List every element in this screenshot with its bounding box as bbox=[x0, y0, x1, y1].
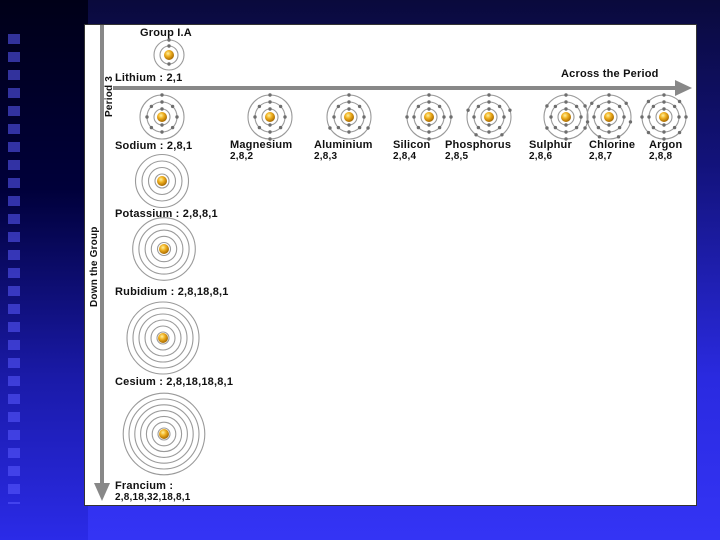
electron bbox=[592, 115, 595, 118]
electron bbox=[167, 44, 170, 47]
electron bbox=[427, 107, 430, 110]
electron bbox=[662, 100, 665, 103]
chlorine-atom bbox=[586, 93, 632, 139]
electron bbox=[160, 130, 163, 133]
sulphur-config: 2,8,6 bbox=[529, 151, 553, 162]
electron bbox=[175, 115, 178, 118]
nucleus bbox=[424, 112, 434, 122]
cesium-label: Cesium : 2,8,18,18,8,1 bbox=[115, 376, 234, 388]
potassium-atom bbox=[136, 155, 189, 208]
electron bbox=[347, 93, 350, 96]
electron bbox=[684, 115, 687, 118]
electron bbox=[662, 93, 665, 96]
electron bbox=[564, 93, 567, 96]
electron bbox=[575, 105, 578, 108]
electron bbox=[629, 120, 632, 123]
electron bbox=[598, 135, 601, 138]
electron bbox=[583, 126, 586, 129]
electron bbox=[508, 109, 511, 112]
electron bbox=[417, 105, 420, 108]
phosphorus-config: 2,8,5 bbox=[445, 151, 469, 162]
electron bbox=[673, 126, 676, 129]
electron bbox=[477, 126, 480, 129]
electron bbox=[625, 102, 628, 105]
electron bbox=[500, 133, 503, 136]
nucleus bbox=[157, 112, 167, 122]
nucleus bbox=[561, 112, 571, 122]
chlorine-config: 2,8,7 bbox=[589, 151, 613, 162]
electron bbox=[417, 126, 420, 129]
silicon-config: 2,8,4 bbox=[393, 151, 417, 162]
electron bbox=[487, 107, 490, 110]
silicon-atom bbox=[405, 93, 452, 140]
electron bbox=[362, 115, 365, 118]
electron bbox=[442, 115, 445, 118]
across-arrow-head bbox=[675, 80, 692, 96]
electron bbox=[150, 105, 153, 108]
nucleus bbox=[164, 50, 174, 60]
electron bbox=[283, 115, 286, 118]
electron bbox=[487, 130, 490, 133]
electron bbox=[647, 115, 650, 118]
electron bbox=[647, 131, 650, 134]
aluminium-atom bbox=[327, 93, 371, 139]
francium-config: 2,8,18,32,18,8,1 bbox=[115, 492, 191, 503]
lithium-atom bbox=[154, 38, 184, 70]
lithium-label: Lithium : 2,1 bbox=[115, 72, 183, 84]
electron bbox=[549, 115, 552, 118]
electron bbox=[438, 105, 441, 108]
electron bbox=[564, 130, 567, 133]
electron bbox=[328, 126, 331, 129]
phosphorus-atom bbox=[466, 93, 511, 139]
electron bbox=[607, 123, 610, 126]
electron bbox=[502, 115, 505, 118]
electron bbox=[160, 107, 163, 110]
electron bbox=[337, 126, 340, 129]
nucleus bbox=[344, 112, 354, 122]
electron bbox=[160, 93, 163, 96]
electron bbox=[597, 105, 600, 108]
atom-diagram bbox=[85, 25, 696, 505]
electron bbox=[586, 120, 589, 123]
electron bbox=[438, 126, 441, 129]
electron bbox=[268, 107, 271, 110]
period-3-label: Period 3 bbox=[104, 75, 115, 117]
sodium-label: Sodium : 2,8,1 bbox=[115, 140, 193, 152]
aluminium-config: 2,8,3 bbox=[314, 151, 338, 162]
electron bbox=[405, 115, 408, 118]
electron bbox=[607, 93, 610, 96]
nucleus bbox=[158, 333, 168, 343]
electron bbox=[366, 126, 369, 129]
electron bbox=[617, 135, 620, 138]
electron bbox=[545, 104, 548, 107]
electron bbox=[347, 107, 350, 110]
electron bbox=[474, 133, 477, 136]
across-period-label: Across the Period bbox=[561, 68, 659, 80]
electron bbox=[590, 102, 593, 105]
magnesium-name: Magnesium bbox=[230, 139, 293, 151]
electron bbox=[618, 126, 621, 129]
electron bbox=[498, 105, 501, 108]
sodium-atom bbox=[140, 93, 184, 139]
nucleus bbox=[604, 112, 614, 122]
electron bbox=[564, 123, 567, 126]
electron bbox=[427, 93, 430, 96]
electron bbox=[145, 115, 148, 118]
electron bbox=[487, 100, 490, 103]
electron bbox=[347, 130, 350, 133]
francium-label: Francium : bbox=[115, 480, 174, 492]
down-group-label: Down the Group bbox=[89, 226, 100, 307]
electron bbox=[564, 100, 567, 103]
electron bbox=[337, 105, 340, 108]
electron bbox=[477, 105, 480, 108]
electron bbox=[618, 105, 621, 108]
argon-atom bbox=[640, 93, 687, 140]
electron bbox=[498, 126, 501, 129]
electron bbox=[677, 115, 680, 118]
electron bbox=[253, 115, 256, 118]
silicon-name: Silicon bbox=[393, 139, 431, 151]
cesium-atom bbox=[127, 302, 199, 374]
francium-atom bbox=[123, 393, 205, 475]
electron bbox=[607, 100, 610, 103]
decor-squares bbox=[8, 34, 20, 504]
electron bbox=[171, 126, 174, 129]
electron bbox=[358, 105, 361, 108]
sulphur-atom bbox=[544, 93, 588, 140]
electron bbox=[150, 126, 153, 129]
electron bbox=[258, 105, 261, 108]
chlorine-name: Chlorine bbox=[589, 139, 636, 151]
down-arrow-head bbox=[94, 483, 110, 501]
electron bbox=[487, 123, 490, 126]
electron bbox=[268, 100, 271, 103]
nucleus bbox=[659, 112, 669, 122]
sulphur-name: Sulphur bbox=[529, 139, 572, 151]
nucleus bbox=[484, 112, 494, 122]
electron bbox=[575, 126, 578, 129]
potassium-label: Potassium : 2,8,8,1 bbox=[115, 208, 218, 220]
electron bbox=[662, 130, 665, 133]
electron bbox=[487, 93, 490, 96]
group-header-label: Group I.A bbox=[140, 27, 192, 39]
electron bbox=[678, 100, 681, 103]
electron bbox=[268, 123, 271, 126]
electron bbox=[640, 115, 643, 118]
magnesium-config: 2,8,2 bbox=[230, 151, 254, 162]
electron bbox=[607, 107, 610, 110]
electron bbox=[347, 100, 350, 103]
electron bbox=[427, 100, 430, 103]
electron bbox=[673, 105, 676, 108]
diagram-panel bbox=[84, 24, 697, 506]
electron bbox=[258, 126, 261, 129]
electron bbox=[160, 100, 163, 103]
aluminium-name: Aluminium bbox=[314, 139, 373, 151]
electron bbox=[652, 105, 655, 108]
electron bbox=[564, 107, 567, 110]
electron bbox=[427, 123, 430, 126]
nucleus bbox=[159, 429, 169, 439]
electron bbox=[554, 105, 557, 108]
electron bbox=[647, 100, 650, 103]
electron bbox=[662, 123, 665, 126]
electron bbox=[427, 130, 430, 133]
electron bbox=[652, 126, 655, 129]
argon-name: Argon bbox=[649, 139, 683, 151]
electron bbox=[279, 126, 282, 129]
electron bbox=[597, 126, 600, 129]
electron bbox=[268, 130, 271, 133]
electron bbox=[449, 115, 452, 118]
nucleus bbox=[157, 176, 167, 186]
electron bbox=[472, 115, 475, 118]
phosphorus-name: Phosphorus bbox=[445, 139, 512, 151]
electron bbox=[332, 115, 335, 118]
electron bbox=[171, 105, 174, 108]
electron bbox=[607, 130, 610, 133]
electron bbox=[662, 107, 665, 110]
electron bbox=[412, 115, 415, 118]
electron bbox=[583, 104, 586, 107]
rubidium-atom bbox=[133, 218, 196, 281]
electron bbox=[466, 109, 469, 112]
rubidium-label: Rubidium : 2,8,18,8,1 bbox=[115, 286, 229, 298]
electron bbox=[279, 105, 282, 108]
electron bbox=[545, 126, 548, 129]
argon-config: 2,8,8 bbox=[649, 151, 673, 162]
electron bbox=[678, 131, 681, 134]
electron bbox=[358, 126, 361, 129]
electron bbox=[167, 62, 170, 65]
atoms-group bbox=[123, 38, 688, 475]
magnesium-atom bbox=[248, 93, 292, 140]
nucleus bbox=[159, 244, 169, 254]
electron bbox=[554, 126, 557, 129]
nucleus bbox=[265, 112, 275, 122]
electron bbox=[268, 93, 271, 96]
electron bbox=[347, 123, 350, 126]
electron bbox=[622, 115, 625, 118]
electron bbox=[160, 123, 163, 126]
electron bbox=[579, 115, 582, 118]
